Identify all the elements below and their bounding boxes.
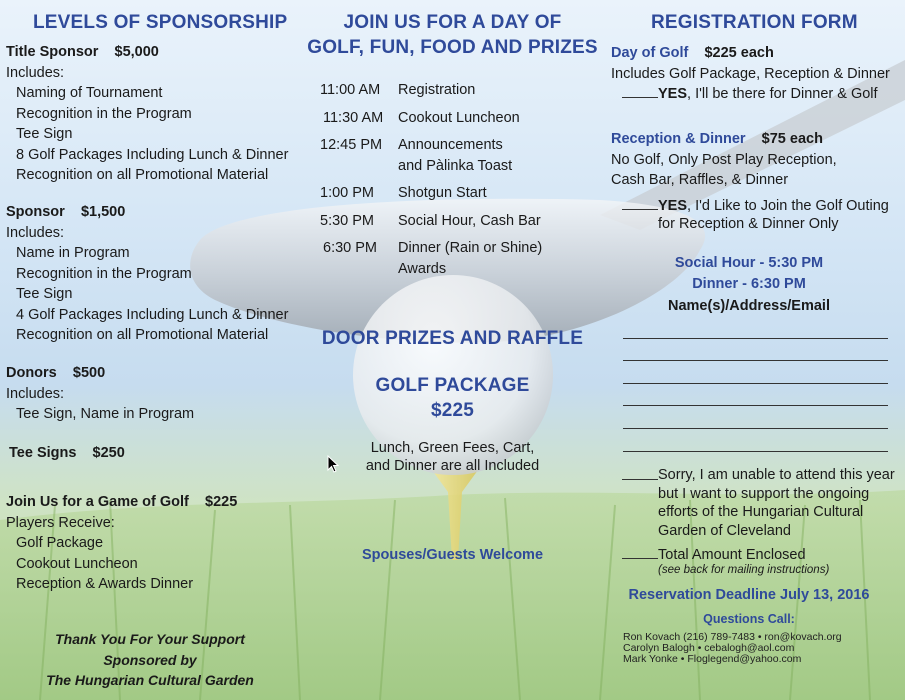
sorry-line: efforts of the Hungarian Cultural [658,504,864,520]
name-field-line[interactable] [623,338,888,339]
title-sponsor-name: Title Sponsor [6,44,99,60]
sorry-blank[interactable] [622,466,658,480]
reception-desc: No Golf, Only Post Play Reception, [611,151,837,168]
contact-line: Carolyn Balogh • cebalogh@aol.com [623,642,795,654]
total-label: Total Amount Enclosed [658,547,806,563]
title-sponsor-includes: Includes: [6,64,65,81]
golf-package-description [330,439,575,475]
event-times [611,253,887,295]
day-of-golf-price: $225 each [704,45,774,61]
donors-name: Donors [6,365,57,381]
schedule-time: 12:45 PM [320,137,383,153]
day-of-golf-label: Day of Golf [611,45,689,61]
sponsor-price: $1,500 [80,204,126,220]
yes-reception-line2: for Reception & Dinner Only [658,216,839,232]
yes-reception-option [622,197,902,233]
schedule-event-line2: and Pàlinka Toast [398,157,513,174]
schedule-time: 1:00 PM [320,185,374,201]
schedule-event: Dinner (Rain or Shine) [398,240,543,256]
list-item: Name in Program [16,245,130,261]
list-item: 8 Golf Packages Including Lunch & Dinner [16,146,289,163]
list-item: Tee Sign, Name in Program [16,406,195,422]
schedule-row [320,108,570,129]
sorry-line: Garden of Cleveland [658,522,791,539]
reception-desc: Cash Bar, Raffles, & Dinner [611,172,789,188]
package-desc-line: Lunch, Green Fees, Cart, [370,440,535,456]
reception-price: $75 each [761,131,823,147]
name-field-line[interactable] [623,451,888,452]
game-name: Join Us for a Game of Golf [6,494,189,510]
thank-you-note [20,629,280,691]
list-item: Golf Package [16,535,104,551]
schedule-event: Social Hour, Cash Bar [398,212,541,229]
schedule-time: 5:30 PM [320,212,374,229]
schedule-time: 6:30 PM [323,240,377,256]
mailing-note: (see back for mailing instructions) [658,564,830,576]
total-enclosed-option [622,546,904,577]
middle-heading-2: GOLF, FUN, FOOD AND PRIZES [307,37,598,58]
sorry-line: but I want to support the ongoing [658,485,870,502]
contact-line: Ron Kovach (216) 789-7483 • ron@kovach.org [623,631,842,643]
thanks-line: The Hungarian Cultural Garden [46,672,254,688]
yes-reception-text: , I'd Like to Join the Golf Outing [687,198,889,214]
spouses-welcome: Spouses/Guests Welcome [361,547,544,563]
social-hour-time: Social Hour - 5:30 PM [674,255,824,271]
thanks-line: Thank You For Your Support [55,631,245,647]
schedule-time: 11:00 AM [320,82,381,98]
golf-package-price: $225 [430,400,475,421]
list-item: Naming of Tournament [16,85,163,101]
day-of-golf-desc: Includes Golf Package, Reception & Dinner [611,65,890,82]
questions-label: Questions Call: [703,612,795,626]
name-field-line[interactable] [623,428,888,429]
dinner-time: Dinner - 6:30 PM [692,276,806,292]
schedule-event: Cookout Luncheon [398,109,520,126]
contact-line: Mark Yonke • Floglegend@yahoo.com [623,653,802,665]
schedule [320,80,570,279]
reservation-deadline: Reservation Deadline July 13, 2016 [628,587,870,603]
schedule-row [320,80,570,101]
schedule-event: Registration [398,82,476,98]
golf-package-title: GOLF PACKAGE [375,375,530,396]
sorry-line: Sorry, I am unable to attend this year [658,467,895,483]
door-prizes-heading: DOOR PRIZES AND RAFFLE [321,328,584,349]
tee-signs-section [9,443,125,464]
name-field-line[interactable] [623,405,888,406]
schedule-time: 11:30 AM [323,109,384,126]
name-field-line[interactable] [623,383,888,384]
yes-reception-bold: YES [658,198,688,214]
mouse-cursor-icon [327,455,339,473]
contacts [623,632,903,665]
total-blank[interactable] [622,546,658,559]
name-field-line[interactable] [623,360,888,361]
donors-includes: Includes: [6,385,65,402]
title-sponsor-section [6,42,288,186]
sponsor-section [6,202,288,346]
list-item: Tee Sign [16,286,73,302]
schedule-row [320,183,570,204]
game-receive: Players Receive: [6,514,115,531]
list-item: Recognition on all Promotional Material [16,167,269,183]
thanks-line: Sponsored by [103,651,197,668]
reception-label: Reception & Dinner [611,131,746,147]
schedule-event-line2: Awards [398,260,447,277]
schedule-row [320,211,570,232]
list-item: 4 Golf Packages Including Lunch & Dinner [16,306,289,323]
tee-signs-name: Tee Signs [9,445,77,461]
list-item: Recognition on all Promotional Material [16,327,269,343]
day-of-golf-section [611,43,901,105]
package-desc-line: and Dinner are all Included [365,458,540,474]
list-item: Recognition in the Program [16,105,192,122]
yes-golf-bold: YES [658,86,688,102]
sponsor-name: Sponsor [6,204,65,220]
schedule-row [320,135,570,176]
title-sponsor-price: $5,000 [114,44,159,60]
sponsor-includes: Includes: [6,224,65,241]
yes-golf-blank[interactable] [622,85,658,98]
schedule-row [320,238,570,279]
donors-price: $500 [72,365,106,381]
list-item: Recognition in the Program [16,265,192,282]
yes-reception-blank[interactable] [622,197,658,210]
game-price: $225 [205,494,238,510]
list-item: Reception & Awards Dinner [16,576,194,592]
schedule-event: Shotgun Start [398,185,487,201]
list-item: Cookout Luncheon [16,555,138,572]
reception-section [611,129,901,191]
sorry-option [622,466,904,540]
game-section [6,492,237,595]
list-item: Tee Sign [16,126,73,142]
tee-signs-price: $250 [92,445,125,461]
yes-golf-text: , I'll be there for Dinner & Golf [687,86,878,102]
schedule-event: Announcements [398,137,503,153]
left-heading: LEVELS OF SPONSORSHIP [33,12,288,33]
registration-heading: REGISTRATION FORM [651,12,858,33]
middle-heading-1: JOIN US FOR A DAY OF [343,12,562,33]
donors-section [6,363,194,425]
names-label: Name(s)/Address/Email [668,298,830,314]
